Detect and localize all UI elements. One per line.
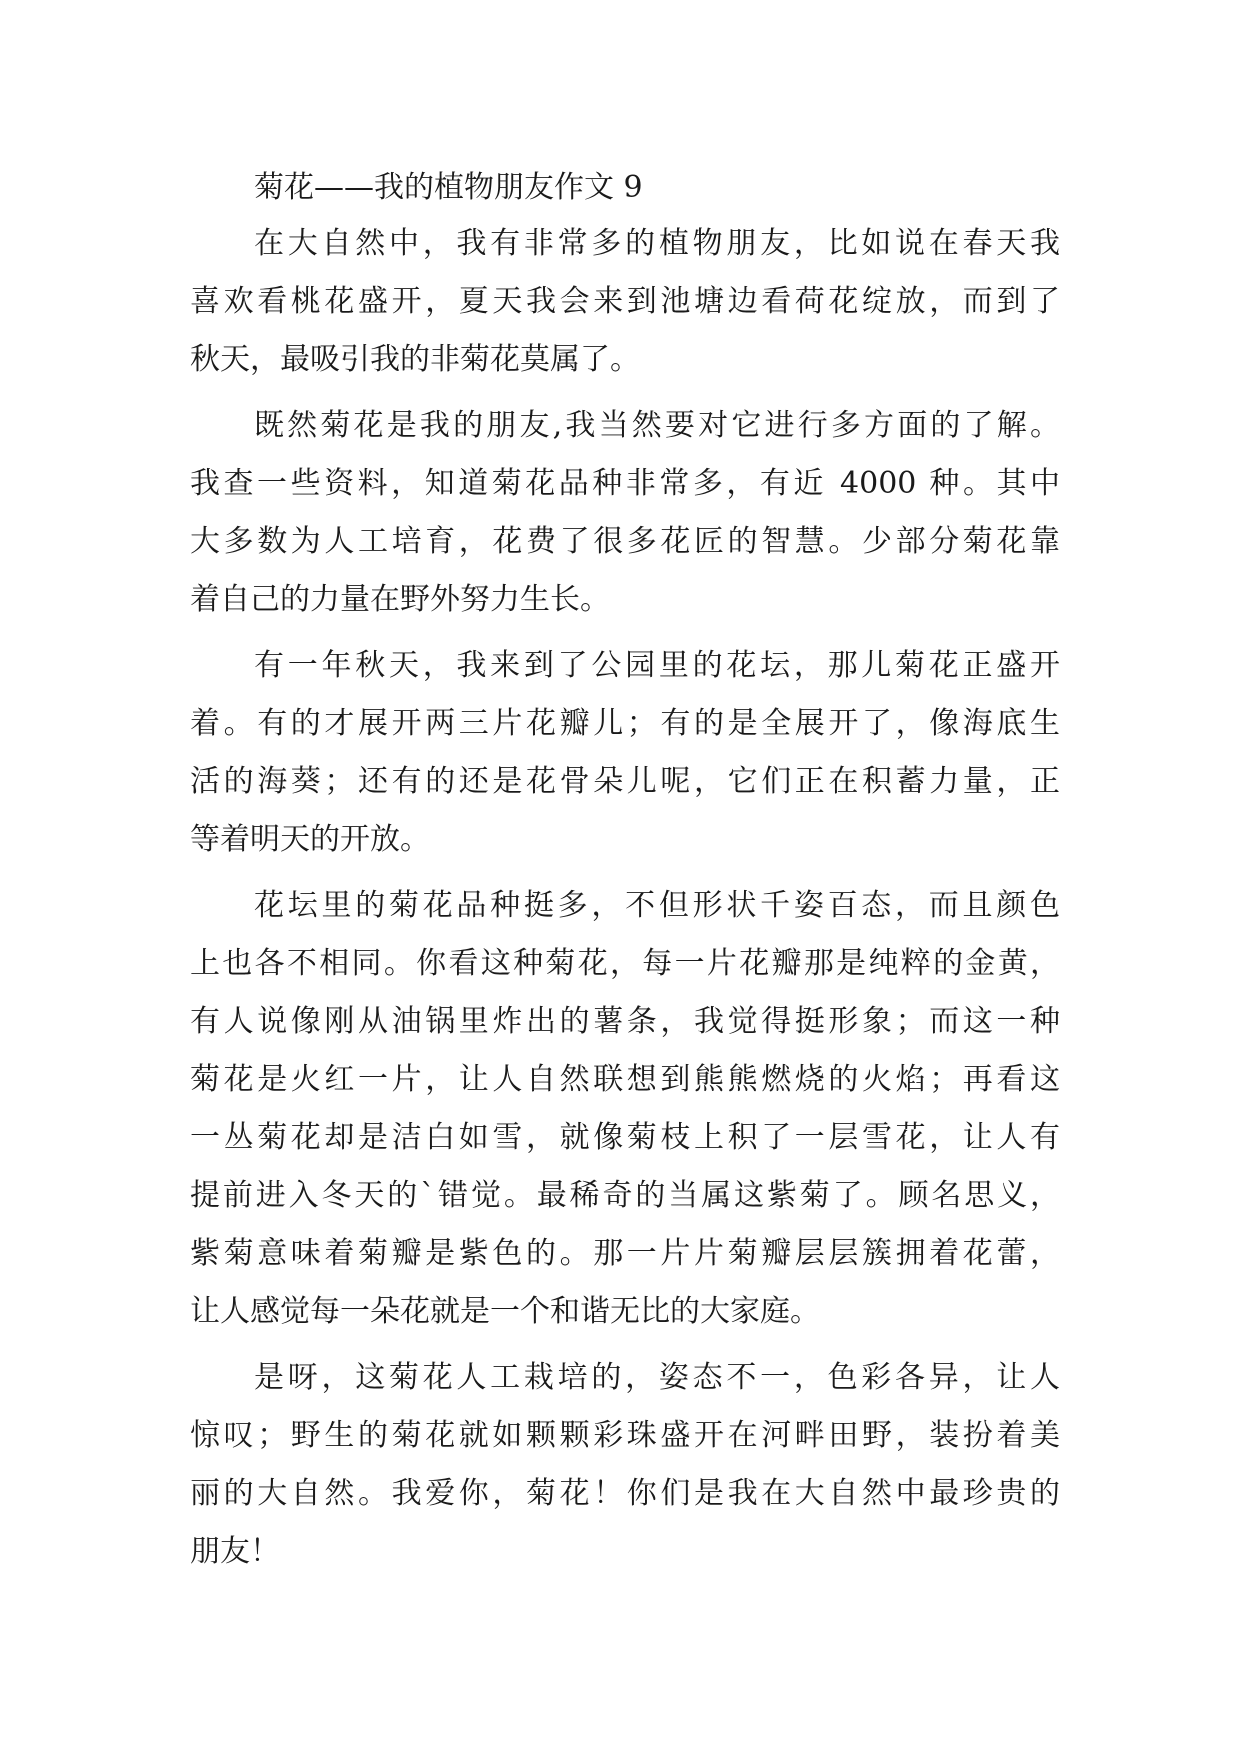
text-line: 有人说像刚从油锅里炸出的薯条，我觉得挺形象；而这一种 [190, 1004, 1060, 1039]
text-line: 有一年秋天，我来到了公园里的花坛，那儿菊花正盛开 [254, 648, 1060, 683]
text-line: 既然菊花是我的朋友,我当然要对它进行多方面的了解。 [254, 408, 1060, 443]
text-line: 花坛里的菊花品种挺多，不但形状千姿百态，而且颜色 [254, 888, 1060, 923]
text-line: 在大自然中，我有非常多的植物朋友，比如说在春天我 [254, 226, 1060, 261]
text-line: 惊叹；野生的菊花就如颗颗彩珠盛开在河畔田野，装扮着美 [190, 1418, 1060, 1453]
document-title: 菊花——我的植物朋友作文 9 [254, 170, 643, 205]
text-line: 着。有的才展开两三片花瓣儿；有的是全展开了，像海底生 [190, 706, 1060, 741]
text-line: 紫菊意味着菊瓣是紫色的。那一片片菊瓣层层簇拥着花蕾， [190, 1236, 1060, 1271]
text-line: 秋天，最吸引我的非菊花莫属了。 [190, 342, 640, 377]
text-line: 活的海葵；还有的还是花骨朵儿呢，它们正在积蓄力量，正 [190, 764, 1060, 799]
text-line: 让人感觉每一朵花就是一个和谐无比的大家庭。 [190, 1294, 820, 1329]
text-line: 菊花是火红一片，让人自然联想到熊熊燃烧的火焰；再看这 [190, 1062, 1060, 1097]
text-line: 等着明天的开放。 [190, 822, 430, 857]
text-line: 着自己的力量在野外努力生长。 [190, 582, 610, 617]
text-line: 我查一些资料，知道菊花品种非常多，有近 4000 种。其中 [190, 466, 1060, 501]
text-line: 大多数为人工培育，花费了很多花匠的智慧。少部分菊花靠 [190, 524, 1060, 559]
text-line: 朋友！ [190, 1534, 280, 1569]
text-line: 喜欢看桃花盛开，夏天我会来到池塘边看荷花绽放，而到了 [190, 284, 1060, 319]
text-line: 上也各不相同。你看这种菊花，每一片花瓣那是纯粹的金黄， [190, 946, 1060, 981]
text-line: 是呀，这菊花人工栽培的，姿态不一，色彩各异，让人 [254, 1360, 1060, 1395]
text-line: 丽的大自然。我爱你，菊花！你们是我在大自然中最珍贵的 [190, 1476, 1060, 1511]
text-line: 一丛菊花却是洁白如雪，就像菊枝上积了一层雪花，让人有 [190, 1120, 1060, 1155]
text-line: 提前进入冬天的`错觉。最稀奇的当属这紫菊了。顾名思义， [190, 1178, 1060, 1213]
